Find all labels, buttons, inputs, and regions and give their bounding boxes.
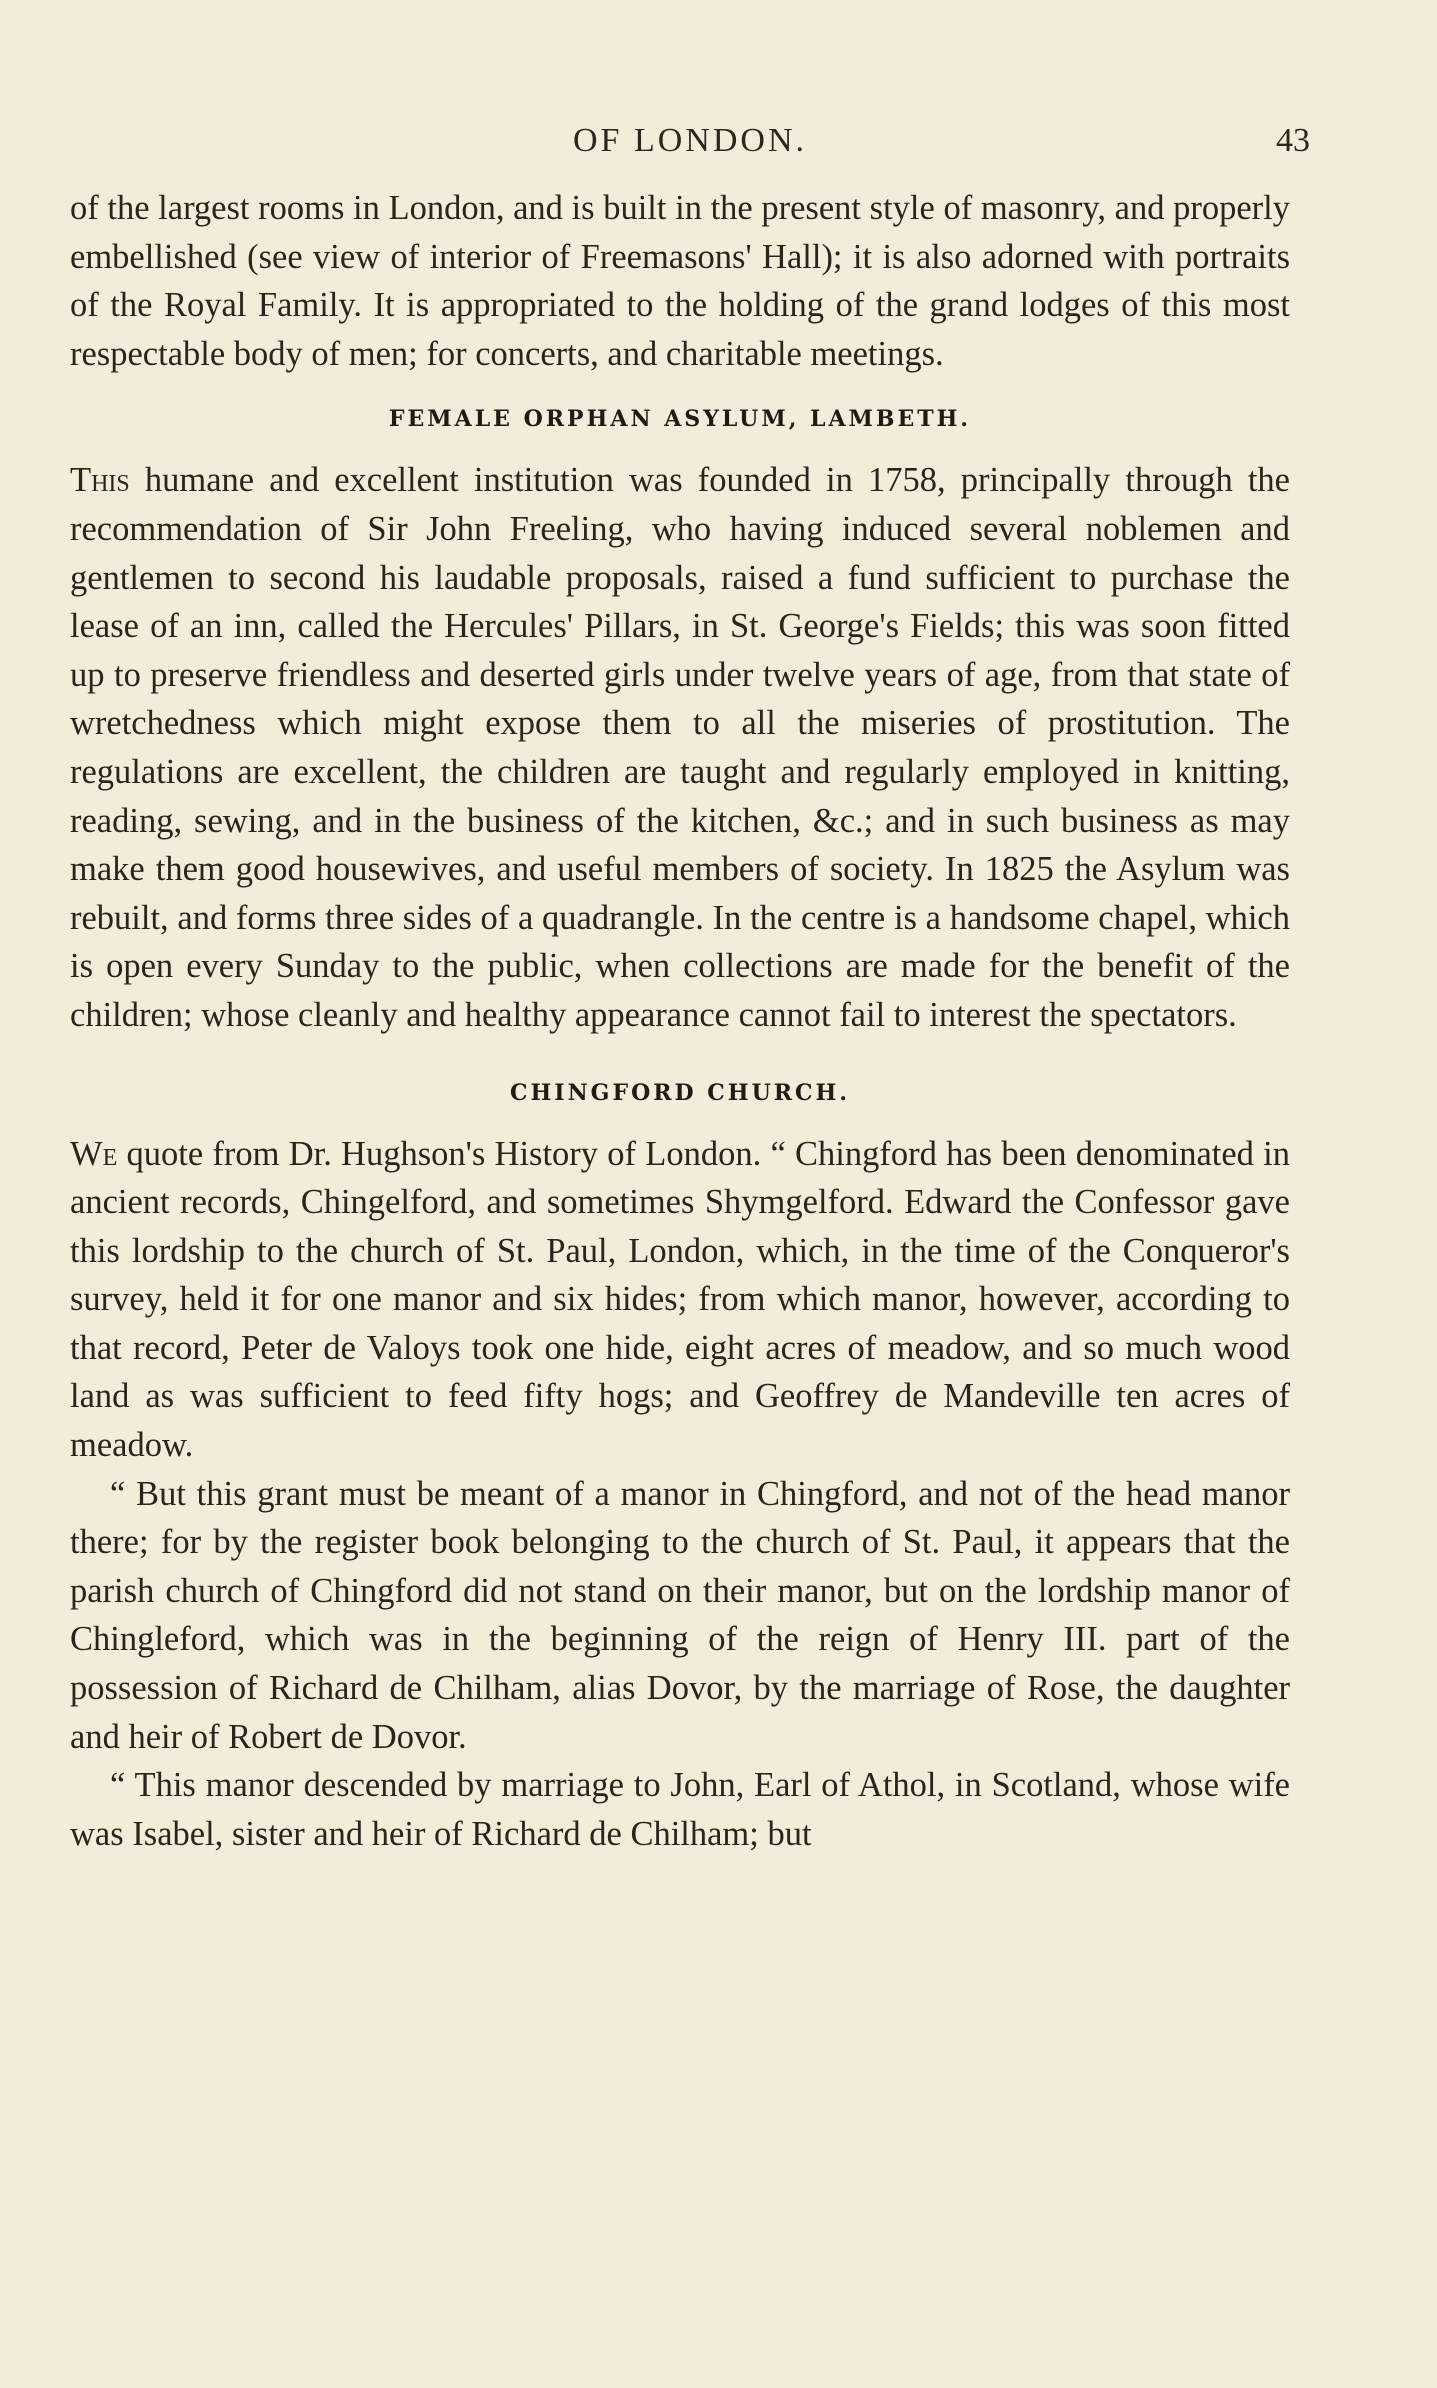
paragraph-chingford-2: “ But this grant must be meant of a manor in Chingford, and not of the head manor there; for by the register book belonging to the church of St. Paul, it appears that the parish church of Chingford did not stand on their manor, but on the lordship manor of Chingleford, which was in the beginning of the reign of Henry III. part of the possession of Richard de Chilham, alias Dovor, by the marriage of Rose, the daughter and heir of Robert de Dovor. [70,1474,1290,1756]
running-title: OF LONDON. [573,122,807,159]
paragraph-female-orphan-asylum [70,456,1290,1039]
paragraph-text: humane and excellent institution was founded in 1758, principally through the recommendation of Sir John Freeling, who having induced several noblemen and gentlemen to second his laudable proposals, raised a fund sufficient to purchase the lease of an inn, called the Hercules' Pillars, in St. George's Fields; this was soon fitted up to preserve friendless and deserted girls under twelve years of age, from that state of wretchedness which might expose them to all the miseries of prostitution. The regulations are excellent, the children are taught and regularly employed in knitting, reading, sewing, and in the business of the kitchen, &c.; and in such business as may make them good housewives, and useful members of society. In 1825 the Asylum was rebuilt, and forms three sides of a quadrangle. In the centre is a handsome chapel, which is open every Sunday to the public, when collections are made for the benefit of the children; whose cleanly and healthy appearance cannot fail to interest the spectators. [70,461,1290,1034]
page-number: 43 [1276,122,1310,159]
running-head [70,122,1310,166]
lead-word: This [70,461,130,500]
paragraph-chingford-3: “ This manor descended by marriage to John, Earl of Athol, in Scotland, whose wife was Isabel, sister and heir of Richard de Chilham; but [70,1766,1290,1853]
paragraph-freemasons-hall: of the largest rooms in London, and is built in the present style of masonry, and properly embellished (see view of interior of Freemasons' Hall); it is also adorned with portraits of the Royal Family. It is appropriated to the holding of the grand lodges of this most respectable body of men; for concerts, and charitable meetings. [70,189,1290,373]
section-heading-female-orphan-asylum: FEMALE ORPHAN ASYLUM, LAMBETH. [388,406,972,433]
section-heading-chingford-church: CHINGFORD CHURCH. [509,1079,850,1106]
lead-word: We [70,1134,118,1173]
paragraph-text: quote from Dr. Hughson's History of London. “ Chingford has been denominated in ancient records, Chingelford, and sometimes Shymgelford. Edward the Confessor gave this lordship to the church of St. Paul, London, which, in the time of the Conqueror's survey, held it for one manor and six hides; from which manor, however, according to that record, Peter de Valoys took one hide, eight acres of meadow, and so much wood land as was sufficient to feed fifty hogs; and Geoffrey de Mandeville ten acres of meadow. [70,1134,1290,1465]
body-text [70,184,1290,1858]
paragraph-chingford-1 [70,1130,1290,1470]
